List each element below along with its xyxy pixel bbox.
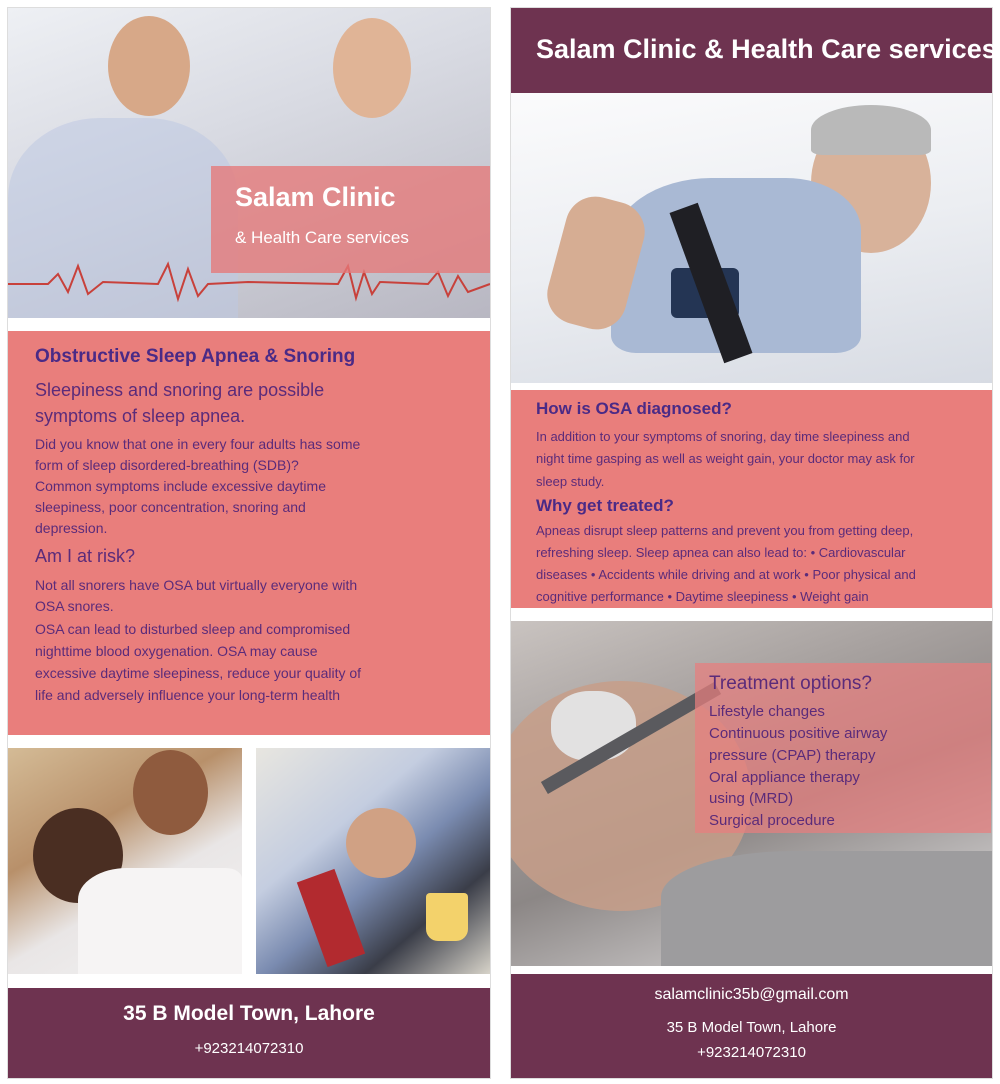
man-figure	[108, 16, 190, 116]
right-footer	[511, 974, 992, 1078]
brand-overlay	[211, 166, 490, 273]
osa-heading: Obstructive Sleep Apnea & Snoring	[35, 346, 356, 367]
treatment-line-4: Oral appliance therapy	[709, 769, 860, 786]
diagnosed-line-1: In addition to your symptoms of snoring, day time sleepiness and	[536, 429, 910, 444]
treated-line-1: Apneas disrupt sleep patterns and prevent you from getting deep,	[536, 523, 914, 538]
diagnosis-info-block	[511, 390, 992, 608]
coffee-mug-icon	[426, 893, 468, 941]
left-brochure-panel	[8, 8, 490, 1078]
snoring-man-photo	[8, 748, 242, 974]
treatment-line-2: Continuous positive airway	[709, 725, 888, 742]
right-footer-phone: +923214072310	[697, 1044, 806, 1061]
treated-line-4: cognitive performance • Daytime sleepiness • Weight gain	[536, 589, 869, 604]
woman-figure	[333, 18, 411, 118]
risk-line-1: Not all snorers have OSA but virtually everyone with	[35, 577, 358, 593]
sleep-study-photo	[511, 93, 992, 383]
treated-heading: Why get treated?	[536, 496, 674, 515]
left-footer-address: 35 B Model Town, Lahore	[123, 1002, 375, 1025]
osa-body-line-2: form of sleep disordered-breathing (SDB)?	[35, 457, 299, 473]
right-brochure-panel	[511, 8, 997, 1078]
brand-subtitle: & Health Care services	[235, 228, 409, 247]
treatment-line-5: using (MRD)	[709, 790, 794, 807]
osa-lead-line-1: Sleepiness and snoring are possible	[35, 380, 325, 400]
osa-body-line-4: sleepiness, poor concentration, snoring and	[35, 499, 306, 515]
risk-line-3: OSA can lead to disturbed sleep and compromised	[35, 621, 351, 637]
treatment-line-3: pressure (CPAP) therapy	[709, 747, 876, 764]
right-header-title: Salam Clinic & Health Care services	[536, 34, 997, 64]
diagnosed-line-2: night time gasping as well as weight gain, your doctor may ask for	[536, 451, 915, 466]
woman-covering-ears-figure	[133, 750, 208, 835]
red-tie-shape	[297, 869, 365, 967]
right-footer-email: salamclinic35b@gmail.com	[654, 986, 849, 1003]
tired-office-worker-photo	[256, 748, 490, 974]
risk-heading: Am I at risk?	[35, 546, 136, 566]
right-footer-address: 35 B Model Town, Lahore	[666, 1019, 837, 1036]
white-shirt-shape	[78, 868, 242, 974]
left-footer	[8, 988, 490, 1078]
osa-info-block	[8, 331, 490, 735]
diagnosed-line-3: sleep study.	[536, 474, 605, 489]
treatment-line-1: Lifestyle changes	[709, 703, 825, 720]
risk-line-5: excessive daytime sleepiness, reduce your quality of	[35, 665, 362, 681]
brand-title: Salam Clinic	[235, 182, 396, 212]
right-header	[511, 8, 997, 93]
treatment-options-box	[695, 663, 991, 833]
worker-head-figure	[346, 808, 416, 878]
treatment-line-6: Surgical procedure	[709, 812, 835, 829]
treated-line-2: refreshing sleep. Sleep apnea can also lead to: • Cardiovascular	[536, 545, 906, 560]
risk-line-6: life and adversely influence your long-term health	[35, 687, 341, 703]
treatment-heading: Treatment options?	[709, 673, 872, 694]
pillow-shape	[661, 851, 992, 966]
risk-line-2: OSA snores.	[35, 598, 114, 614]
osa-body-line-5: depression.	[35, 520, 108, 536]
diagnosed-heading: How is OSA diagnosed?	[536, 399, 732, 418]
osa-body-line-3: Common symptoms include excessive daytime	[35, 478, 326, 494]
osa-body-line-1: Did you know that one in every four adults has some	[35, 436, 361, 452]
left-footer-phone: +923214072310	[194, 1040, 304, 1057]
couple-snoring-photo	[8, 8, 490, 318]
risk-line-4: nighttime blood oxygenation. OSA may cause	[35, 643, 318, 659]
osa-lead-line-2: symptoms of sleep apnea.	[35, 406, 246, 426]
grey-hair-shape	[811, 105, 931, 155]
treated-line-3: diseases • Accidents while driving and at work • Poor physical and	[536, 567, 916, 582]
